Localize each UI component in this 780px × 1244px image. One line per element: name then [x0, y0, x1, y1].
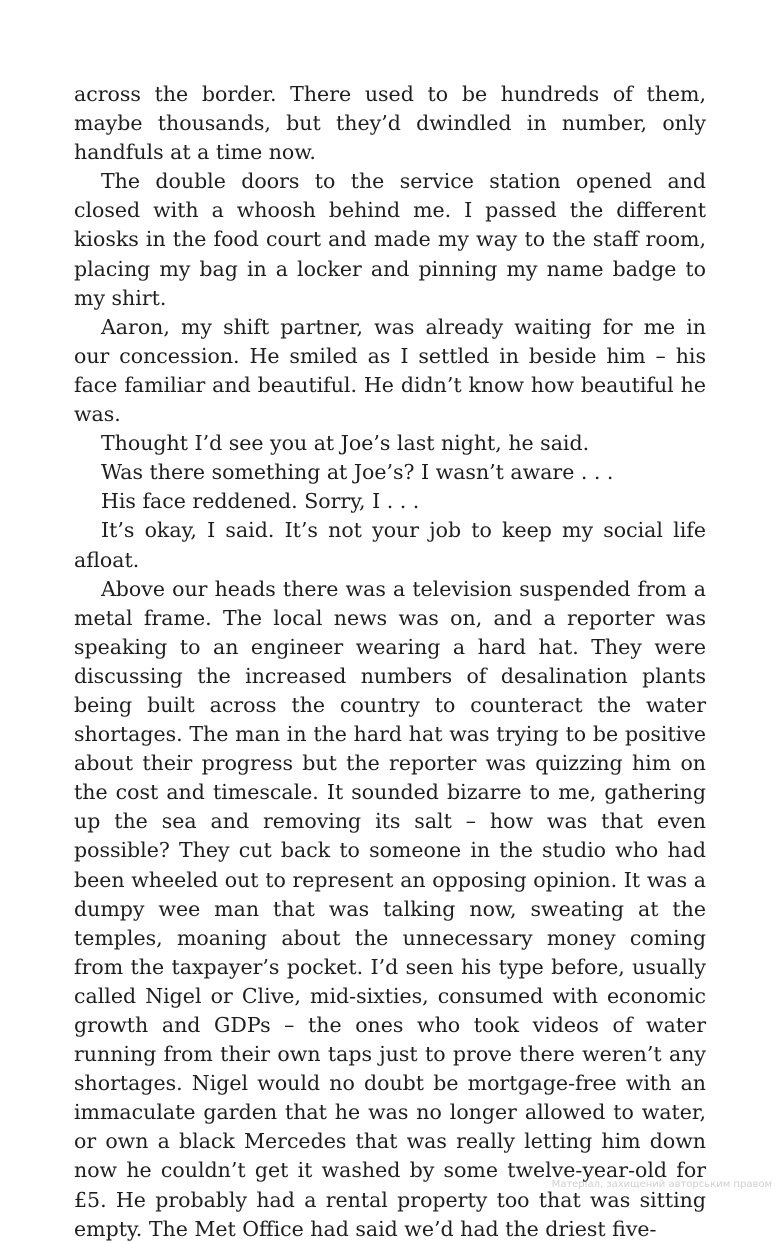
copyright-watermark: Матеріал, захищений авторським правом: [551, 1179, 772, 1190]
dialogue-line-not-aware: Was there something at Joe’s? I wasn’t aware . . .: [101, 460, 614, 485]
paragraph-continuation: across the border. There used to be hundreds of them, maybe thousands, but they’d dwindled in number, only handfuls at a time now.: [74, 82, 706, 165]
paragraph-service-station: The double doors to the service station opened and closed with a whoosh behind me. I passed the different kiosks in the food court and made my way to the staff room, placing my bag in a locker and pinning my name badge to my shirt.: [74, 169, 706, 310]
dialogue-line-sorry: His face reddened. Sorry, I . . .: [101, 489, 420, 514]
book-page-text: [74, 80, 706, 1244]
paragraph-television: Above our heads there was a television suspended from a metal frame. The local news was on, and a reporter was speaking to an engineer wearing a hard hat. They were discussing the increased numbers of desalination plants being built across the country to counteract the water shortages. The man in the hard hat was trying to be positive about their progress but the reporter was quizzing him on the cost and timescale. It sounded bizarre to me, gathering up the sea and removing its salt – how was that even possible? They cut back to someone in the studio who had been wheeled out to represent an opposing opinion. It was a dumpy wee man that was talking now, sweating at the temples, moaning about the unnecessary money coming from the taxpayer’s pocket. I’d seen his type before, usually called Nigel or Clive, mid-sixties, consumed with economic growth and GDPs – the ones who took videos of water running from their own taps just to prove there weren’t any shortages. Nigel would no doubt be mortgage-free with an immaculate garden that he was no longer allowed to water, or own a black Mercedes that was really letting him down now he couldn’t get it washed by some twelve-year-old for £5. He probably had a rental property too that was sitting empty. The Met Office had said we’d had the driest five-: [74, 576, 706, 1241]
paragraph-aaron: Aaron, my shift partner, was already waiting for me in our concession. He smiled as I settled in beside him – his face familiar and beautiful. He didn’t know how beautiful he was.: [74, 314, 706, 427]
dialogue-line-joes: Thought I’d see you at Joe’s last night, he said.: [101, 431, 590, 456]
dialogue-line-okay: It’s okay, I said. It’s not your job to keep my social life afloat.: [74, 518, 706, 572]
